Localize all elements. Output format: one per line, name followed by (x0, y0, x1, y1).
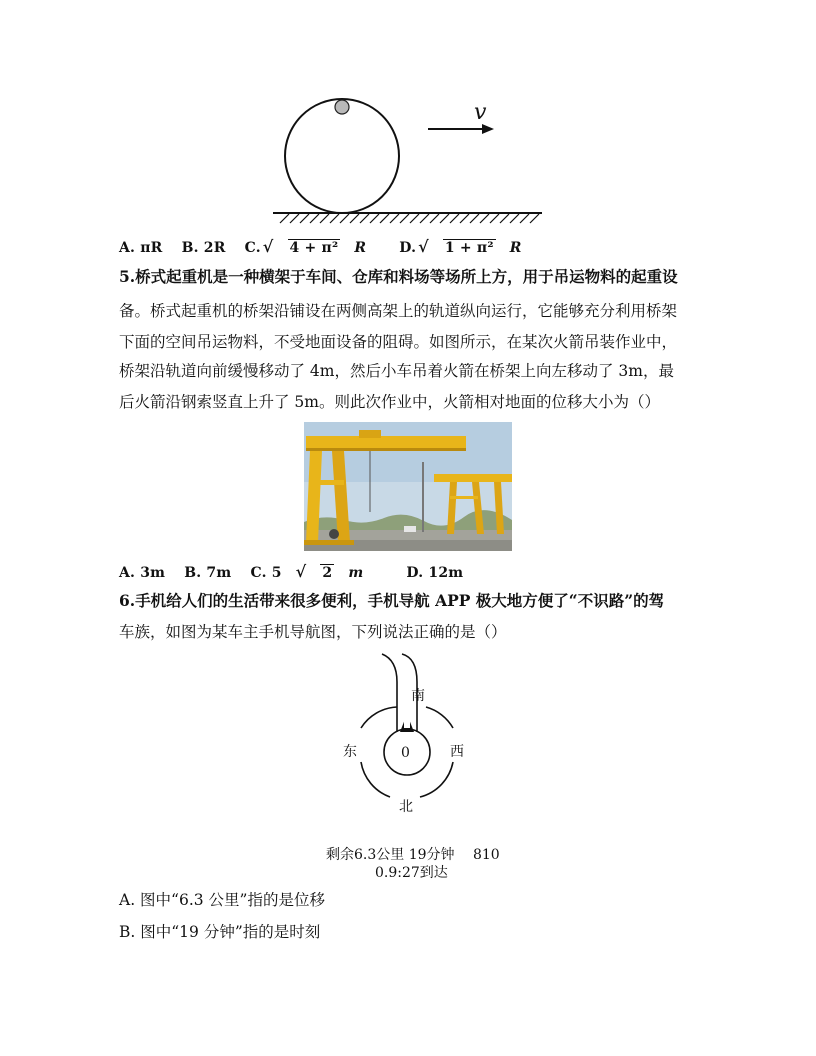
q5-option-c: C. 5 √ 2 m (250, 562, 364, 581)
nav-traffic-count: 810 (472, 847, 500, 863)
direction-west: 西 (450, 744, 464, 760)
nav-arrival: 0.9:27到达 (375, 865, 448, 881)
q6-line-2: 车族，如图为某车主手机导航图，下列说法正确的是（） (119, 623, 507, 641)
route-road (382, 654, 397, 732)
q5-option-a: A. 3m (119, 565, 166, 581)
q5-line-2: 备。桥式起重机的桥架沿铺设在两侧高架上的轨道纵向运行，它能够充分利用桥架 (119, 302, 678, 320)
velocity-arrowhead (482, 124, 494, 134)
rolling-wheel-figure (268, 92, 548, 228)
q5-option-d: D. 12m (406, 565, 464, 581)
gantry-crane-photo (304, 422, 512, 551)
q6-line-1: 6.手机给人们的生活带来很多便利，手机导航 APP 极大地方便了“不识路”的驾 (119, 591, 665, 610)
ball-on-wheel (335, 100, 349, 114)
navigation-diagram (330, 652, 490, 822)
direction-east: 东 (343, 744, 357, 760)
q4-option-b: B. 2R (181, 240, 226, 256)
q5-options (119, 562, 699, 583)
wheel-circle (285, 99, 399, 213)
q4-option-c: C. √ 4 + π² R (244, 237, 367, 256)
outer-ring-upper-right (426, 707, 453, 728)
direction-north: 北 (399, 799, 413, 815)
ground-hatching (280, 214, 539, 223)
speed-value: 0 (401, 745, 410, 761)
direction-south: 南 (411, 688, 425, 704)
q4-option-a: A. πR (119, 240, 163, 256)
q5-line-1: 5.桥式起重机是一种横架于车间、仓库和料场等场所上方，用于吊运物料的起重设 (119, 267, 678, 286)
outer-ring-upper-left (361, 707, 397, 728)
velocity-label: v (474, 100, 487, 125)
q4-options (119, 237, 699, 258)
q5-line-3: 下面的空间吊运物料，不受地面设备的阻碍。如图所示，在某次火箭吊装作业中， (119, 333, 678, 351)
q5-line-5: 后火箭沿钢索竖直上升了 5m。则此次作业中，火箭相对地面的位移大小为（） (119, 393, 660, 411)
q4-option-d: D. √ 1 + π² R (399, 237, 522, 256)
q5-option-b: B. 7m (184, 565, 232, 581)
nav-remaining: 剩余6.3公里 19分钟 (326, 847, 455, 863)
q6-option-b: B. 图中“19 分钟”指的是时刻 (119, 923, 321, 941)
q5-line-4: 桥架沿轨道向前缓慢移动了 4m，然后小车吊着火箭在桥架上向左移动了 3m，最 (119, 362, 674, 380)
outer-ring-lower-left (361, 762, 390, 797)
q6-option-a: A. 图中“6.3 公里”指的是位移 (119, 891, 325, 909)
nav-remaining-info (326, 844, 500, 864)
